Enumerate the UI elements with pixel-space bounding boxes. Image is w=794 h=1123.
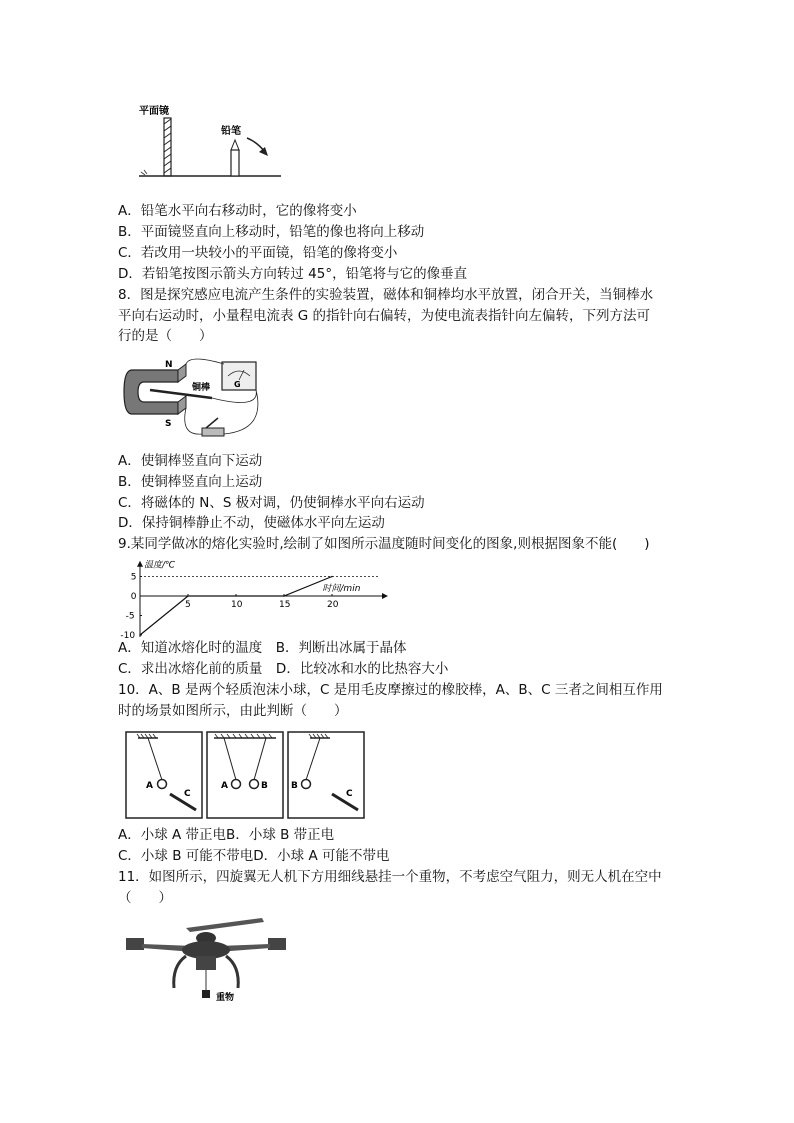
x-tick-label: 10 <box>231 600 243 610</box>
q7-option-c: C．若改用一块较小的平面镜，铅笔的像将变小 <box>118 245 398 261</box>
q8-option-c: C．将磁体的 N、S 极对调，仍使铜棒水平向右运动 <box>118 495 425 511</box>
q8-option-d: D．保持铜棒静止不动，使磁体水平向左运动 <box>118 515 385 531</box>
pencil <box>231 150 239 176</box>
switch <box>202 428 224 436</box>
q10-interaction-figure <box>124 730 368 820</box>
q11-stem-line-2: （ ） <box>118 890 172 906</box>
propeller-blade <box>186 918 264 932</box>
data-point <box>139 634 141 636</box>
rotor-right <box>268 938 286 950</box>
panel-2 <box>207 732 283 818</box>
rod-c-label: C <box>184 789 191 799</box>
data-point <box>283 595 285 597</box>
panel-1 <box>126 732 202 818</box>
q8-option-b: B．使铜棒竖直向上运动 <box>118 474 263 490</box>
panel-2-ball-b-label: B <box>261 781 268 791</box>
q8-stem-line-2: 平向右运动时，小量程电流表 G 的指针向右偏转，为使电流表指针向左偏转，下列方法可 <box>118 308 651 324</box>
y-axis-arrow <box>137 561 143 567</box>
data-point <box>331 576 333 578</box>
galvanometer-label: G <box>234 380 241 389</box>
q11-stem-line-1: 11．如图所示，四旋翼无人机下方用细线悬挂一个重物，不考虑空气阻力，则无人机在空中 <box>118 869 662 885</box>
panel-3 <box>288 732 364 818</box>
x-tick-label: 15 <box>279 600 291 610</box>
q7-option-a: A．铅笔水平向右移动时，它的像将变小 <box>118 203 357 219</box>
copper-rod-label: 铜棒 <box>192 383 211 393</box>
q9-stem: 9.某同学做冰的熔化实验时,绘制了如图所示温度随时间变化的图象,则根据图象不能( ) <box>118 536 650 552</box>
panel-3-rod-c-label: C <box>346 789 353 799</box>
y-tick-label: -5 <box>125 611 135 622</box>
q10-option-line-1: A．小球 A 带正电B．小球 B 带正电 <box>118 827 335 843</box>
pencil-label: 铅笔 <box>221 126 241 137</box>
south-pole-label: S <box>165 419 172 429</box>
y-tick-label: 0 <box>130 592 137 602</box>
mirror-label: 平面镜 <box>139 106 169 117</box>
x-axis-label: 时间/min <box>322 584 361 594</box>
q11-drone-figure <box>124 910 288 1006</box>
x-axis-arrow <box>382 593 388 599</box>
y-axis-label: 温度/℃ <box>144 560 176 571</box>
weight <box>202 990 210 998</box>
data-point <box>187 595 189 597</box>
y-tick-label: -10 <box>120 631 136 641</box>
ball-a-label: A <box>146 781 153 791</box>
q7-option-b: B．平面镜竖直向上移动时，铅笔的像也将向上移动 <box>118 224 425 240</box>
q9-temperature-time-chart <box>118 552 361 641</box>
q8-stem-line-3: 行的是（ ） <box>118 328 213 344</box>
weight-label: 重物 <box>216 993 235 1003</box>
q7-option-d: D．若铅笔按图示箭头方向转过 45°，铅笔将与它的像垂直 <box>118 266 468 282</box>
q9-option-line-1: A．知道冰熔化时的温度 B．判断出冰属于晶体 <box>118 640 407 656</box>
q8-option-a: A．使铜棒竖直向下运动 <box>118 453 263 469</box>
x-tick-label: 20 <box>327 600 339 610</box>
north-pole-label: N <box>165 360 173 370</box>
x-tick-label: 5 <box>185 600 191 610</box>
panel-2-ball-a-label: A <box>221 781 228 791</box>
ball-a <box>158 780 167 789</box>
q7-mirror-pencil-figure <box>135 100 285 182</box>
q10-stem-line-1: 10．A、B 是两个轻质泡沫小球，C 是用毛皮摩擦过的橡胶棒，A、B、C 三者之间相互作用 <box>118 682 663 698</box>
rotor-left <box>126 938 144 950</box>
y-tick-label: 5 <box>130 572 137 583</box>
q10-stem-line-2: 时的场景如图所示，由此判断（ ） <box>118 703 348 719</box>
panel-3-ball-b-label: B <box>291 781 298 791</box>
pencil-tip <box>231 140 239 150</box>
ball-b <box>302 780 311 789</box>
q9-option-line-2: C．求出冰熔化前的质量 D．比较冰和水的比热容大小 <box>118 661 449 677</box>
q8-induction-apparatus-figure <box>120 350 270 442</box>
q10-option-line-2: C．小球 B 可能不带电D．小球 A 可能不带电 <box>118 848 390 864</box>
q8-stem-line-1: 8．图是探究感应电流产生条件的实验装置，磁体和铜棒均水平放置，闭合开关，当铜棒水 <box>118 287 654 303</box>
